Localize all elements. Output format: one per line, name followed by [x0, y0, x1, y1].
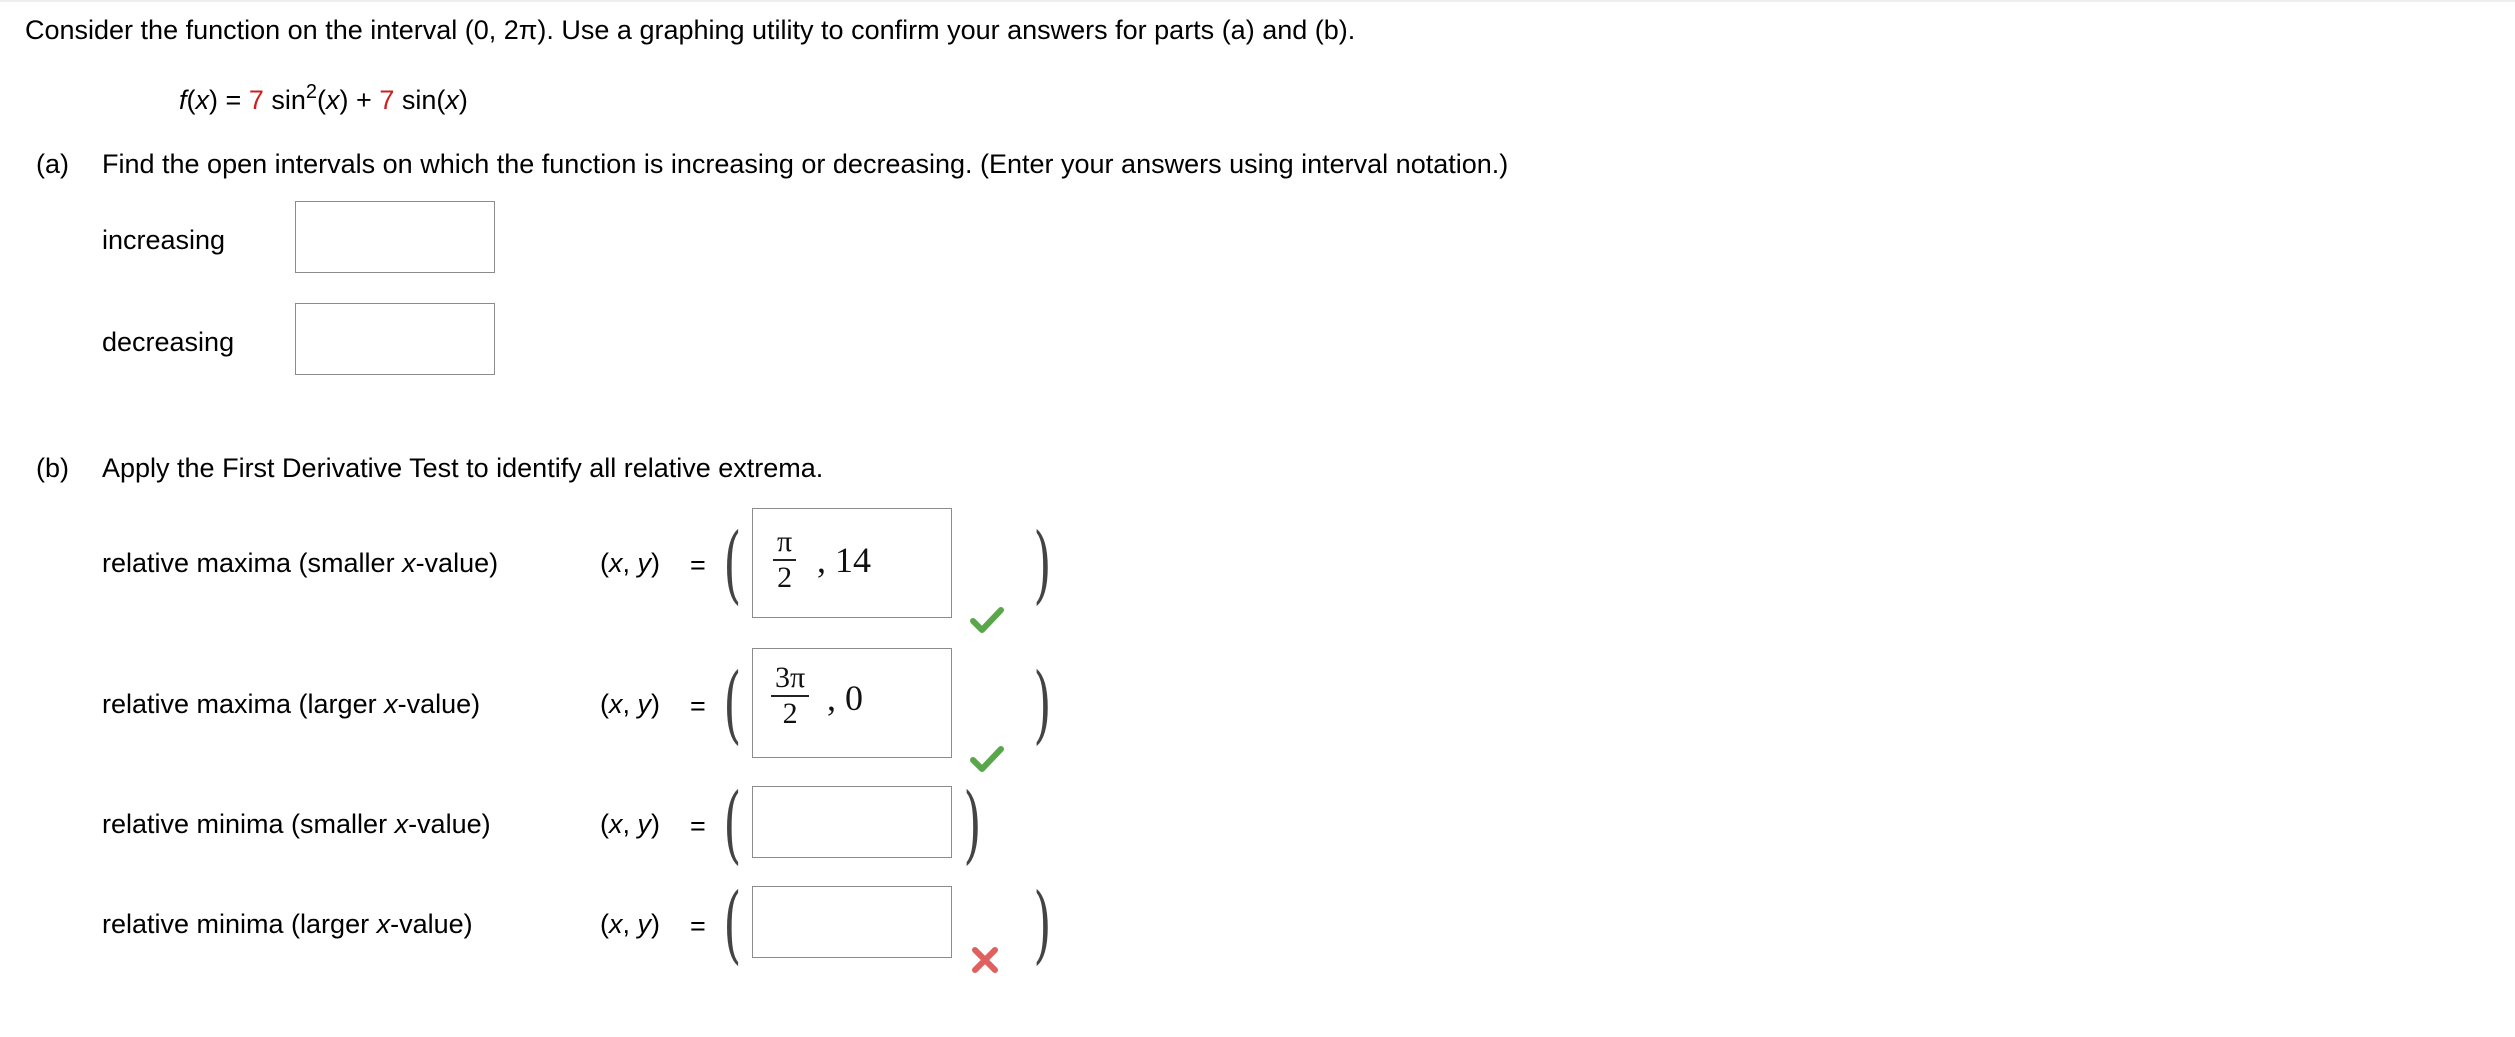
close-paren: )	[1033, 655, 1052, 753]
checkmark-icon	[970, 745, 1004, 773]
open-paren: (	[723, 875, 742, 973]
relative-minima-larger-label: relative minima (larger x-value)	[102, 909, 473, 939]
xy-label: (x, y)	[600, 689, 661, 719]
formula-coefficient-1: 7	[248, 85, 264, 115]
part-a-letter: (a)	[36, 149, 69, 179]
open-paren: (	[723, 515, 742, 613]
relative-maxima-larger-input[interactable]	[752, 648, 952, 758]
relative-maxima-smaller-label: relative maxima (smaller x-value)	[102, 548, 499, 578]
decreasing-label: decreasing	[102, 327, 235, 357]
formula-sin: sin(x)	[401, 85, 468, 115]
answer-value: , 14	[817, 540, 871, 580]
answer-fraction: $\frac{3\pi}{2}$	[771, 663, 809, 729]
formula-plus: +	[356, 85, 372, 115]
relative-minima-larger-input[interactable]	[752, 886, 952, 958]
part-a-question: Find the open intervals on which the function is increasing or decreasing. (Enter your answers using interval notation.)	[102, 149, 1509, 179]
equals-sign: =	[690, 811, 706, 841]
xy-label: (x, y)	[600, 548, 661, 578]
equals-sign: =	[690, 691, 706, 721]
formula-sin-squared: $\sin^2(x)$	[271, 81, 349, 115]
x-mark-icon	[970, 945, 1000, 975]
increasing-input[interactable]	[295, 201, 495, 273]
relative-minima-smaller-input[interactable]	[752, 786, 952, 858]
xy-label: (x, y)	[600, 809, 661, 839]
increasing-label: increasing	[102, 225, 226, 255]
function-formula	[179, 81, 468, 119]
answer-value: , 0	[827, 678, 863, 718]
relative-minima-smaller-label: relative minima (smaller x-value)	[102, 809, 491, 839]
close-paren: )	[1033, 515, 1052, 613]
checkmark-icon	[970, 606, 1004, 634]
question-intro: Consider the function on the interval (0, 2π). Use a graphing utility to confirm your answers for parts (a) and (b).	[25, 15, 1356, 45]
close-paren: )	[963, 775, 982, 873]
xy-label: (x, y)	[600, 909, 661, 939]
top-divider	[0, 0, 2515, 2]
formula-lhs: f(x)	[179, 85, 219, 115]
open-paren: (	[723, 655, 742, 753]
open-paren: (	[723, 775, 742, 873]
formula-equals: =	[225, 85, 242, 115]
formula-coefficient-2: 7	[379, 85, 395, 115]
relative-maxima-larger-label: relative maxima (larger x-value)	[102, 689, 481, 719]
close-paren: )	[1033, 875, 1052, 973]
relative-maxima-smaller-input[interactable]	[752, 508, 952, 618]
equals-sign: =	[690, 550, 706, 580]
part-b-letter: (b)	[36, 453, 69, 483]
answer-fraction: $\frac{\pi}{2}$	[773, 527, 796, 593]
decreasing-input[interactable]	[295, 303, 495, 375]
part-b-question: Apply the First Derivative Test to identify all relative extrema.	[102, 453, 824, 483]
equals-sign: =	[690, 911, 706, 941]
